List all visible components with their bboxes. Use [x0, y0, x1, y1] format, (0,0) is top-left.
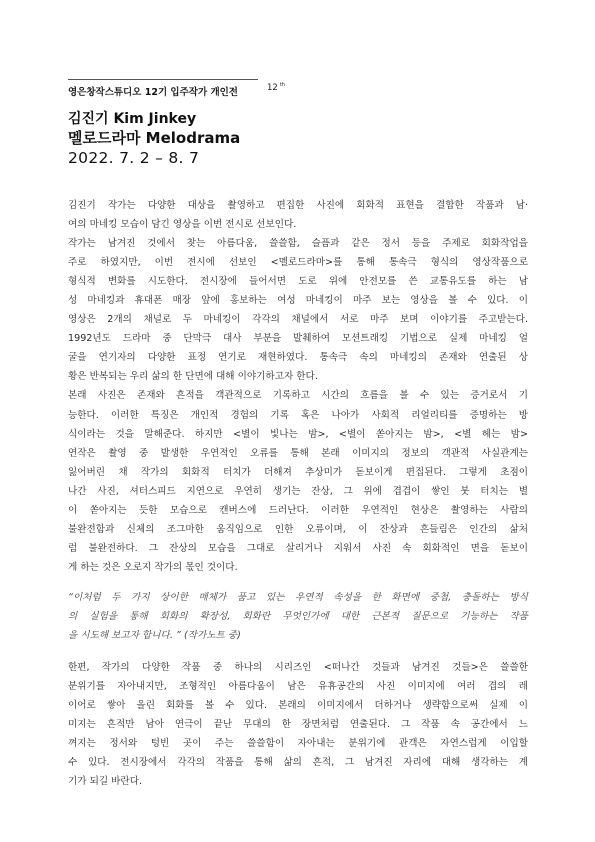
text-line: 성 마네킹과 휴대폰 매장 앞에 홍보하는 여성 마네킹이 마주 보는 영상을 볼 수 있다. 이	[68, 295, 528, 307]
exhibition-dates: 2022. 7. 2 – 8. 7	[68, 149, 200, 167]
exhibition-title: 멜로드라마 Melodrama	[68, 129, 241, 147]
text-line: 껴지는 정서와 텅빈 곳이 주는 쓸쓸함이 자아내는 분위기에 관객은 자연스럽게 이입할	[68, 738, 529, 750]
text-line: 한편, 작가의 다양한 작품 중 하나의 시리즈인 <떠나간 것들과 남겨진 것들>은 쓸쓸한	[68, 662, 528, 674]
paragraph-2	[68, 386, 528, 576]
text-line: 연작은 촬영 중 발생한 우연적인 오류를 통해 본래 이미지의 정보의 객관적 사실관계는	[68, 447, 528, 459]
document-body	[68, 196, 528, 791]
header-rule	[68, 79, 258, 80]
text-line: 여의 마네킹 모습이 담긴 영상을 이번 전시로 선보인다.	[68, 219, 297, 231]
text-line: 1992년도 드라마 중 단막극 대사 부분을 발췌하여 모션트래킹 기법으로 실제 마네킹 얼	[68, 333, 528, 345]
text-line: 불완전함과 신체의 조그마한 움직임으로 인한 오류이며, 이 잔상과 흔들림은 인간의 삶처	[68, 523, 528, 535]
text-line: 식이라는 것을 말해준다. 하지만 <별이 빛나는 밤>, <별이 쏟아지는 밤>, <별 헤는 밤>	[68, 428, 528, 440]
program-subtitle: 영은창작스튜디오 12기 입주작가 개인전	[68, 87, 238, 98]
text-line: 작가는 남겨진 것에서 찾는 아름다움, 쓸쓸함, 슬픔과 같은 정서 등을 주제로 회화작업을	[68, 238, 528, 250]
text-line: 의 실험을 통해 회화의 확장성, 회화란 무엇인가에 대한 근본적 질문으로 기능하는 작품	[68, 610, 528, 622]
text-line: 황은 반복되는 우리 삶의 한 단면에 대해 이야기하고자 한다.	[68, 371, 318, 383]
paragraph-3	[68, 658, 528, 791]
text-line: 게 하는 것은 오로지 작가의 몫인 것이다.	[68, 561, 238, 573]
text-line: 분위기를 자아내지만, 조형적인 아름다움이 남은 유휴공간의 사진 이미지에 여러 겹의 레	[68, 681, 528, 693]
edition-suffix: th	[279, 82, 285, 88]
edition-mark	[267, 82, 285, 93]
text-line: 수 있다. 전시장에서 각각의 작품을 통해 삶의 흔적, 그 남겨진 자리에 대해 생각하는 계	[68, 757, 528, 769]
text-line: 굴을 연기자의 다양한 표정 연기로 재현하였다. 통속극 속의 마네킹의 존재와 연출된 상	[68, 352, 528, 364]
text-line: 이어로 쌓아 올린 회화를 볼 수 있다. 본래의 이미지에서 더하거나 생략함으로써 실제 이	[68, 700, 528, 712]
text-line: 기가 되길 바란다.	[68, 776, 143, 788]
text-line: 나간 사진, 셔터스피드 지연으로 우연히 생기는 잔상, 그 위에 겹겹이 쌓인 붓 터치는 별	[68, 485, 528, 497]
text-line: “이처럼 두 가지 상이한 매체가 품고 있는 우연적 속성을 한 화면에 중첩, 충돌하는 방식	[68, 591, 528, 603]
text-line: 능한다. 이러한 특징은 개인적 경험의 기록 혹은 나아가 사회적 리얼리티를 증명하는 방	[68, 409, 528, 421]
text-line: 잃어버린 채 작가의 회화적 터치가 더해져 추상미가 돋보이게 편집된다. 그렇게 초점이	[68, 466, 528, 478]
text-line: 영상은 2개의 채널로 두 마네킹이 각각의 채널에서 서로 마주 보며 이야기를 주고받는다.	[68, 314, 528, 326]
text-line: 이 쏟아지는 듯한 모습으로 캔버스에 드러난다. 이러한 우연적인 현상은 촬영하는 사람의	[68, 504, 528, 516]
intro-paragraph	[68, 196, 528, 234]
artist-note-quote	[68, 588, 528, 645]
text-line: 본래 사진은 존재와 흔적을 객관적으로 기록하고 시간의 흐름을 볼 수 있는 증거로서 기	[68, 390, 528, 402]
artist-name: 김진기 Kim Jinkey	[68, 111, 197, 127]
text-line: 주로 하였지만, 이번 전시에 선보인 <멜로드라마>를 통해 통속극 형식의 영상작품으로	[68, 257, 528, 269]
edition-number: 12	[267, 83, 278, 93]
text-line: 미지는 흔적만 남아 연극이 끝난 무대의 한 장면처럼 연출된다. 그 작품 속 공간에서 느	[68, 719, 528, 731]
text-line: 김진기 작가는 다양한 대상을 촬영하고 편집한 사진에 회화적 표현을 결합한 작품과 남·	[68, 200, 528, 211]
text-line: 을 시도해 보고자 합니다. ” (작가노트 중)	[68, 630, 241, 642]
text-line: 형식적 변화를 시도한다. 전시장에 들어서면 도로 위에 안전모를 쓴 교통유도를 하는 남	[68, 276, 528, 288]
paragraph-1	[68, 234, 528, 386]
text-line: 럼 불완전하다. 그 잔상의 모습을 그대로 살리거나 지워서 사진 속 회화적인 면을 돋보이	[68, 542, 528, 554]
